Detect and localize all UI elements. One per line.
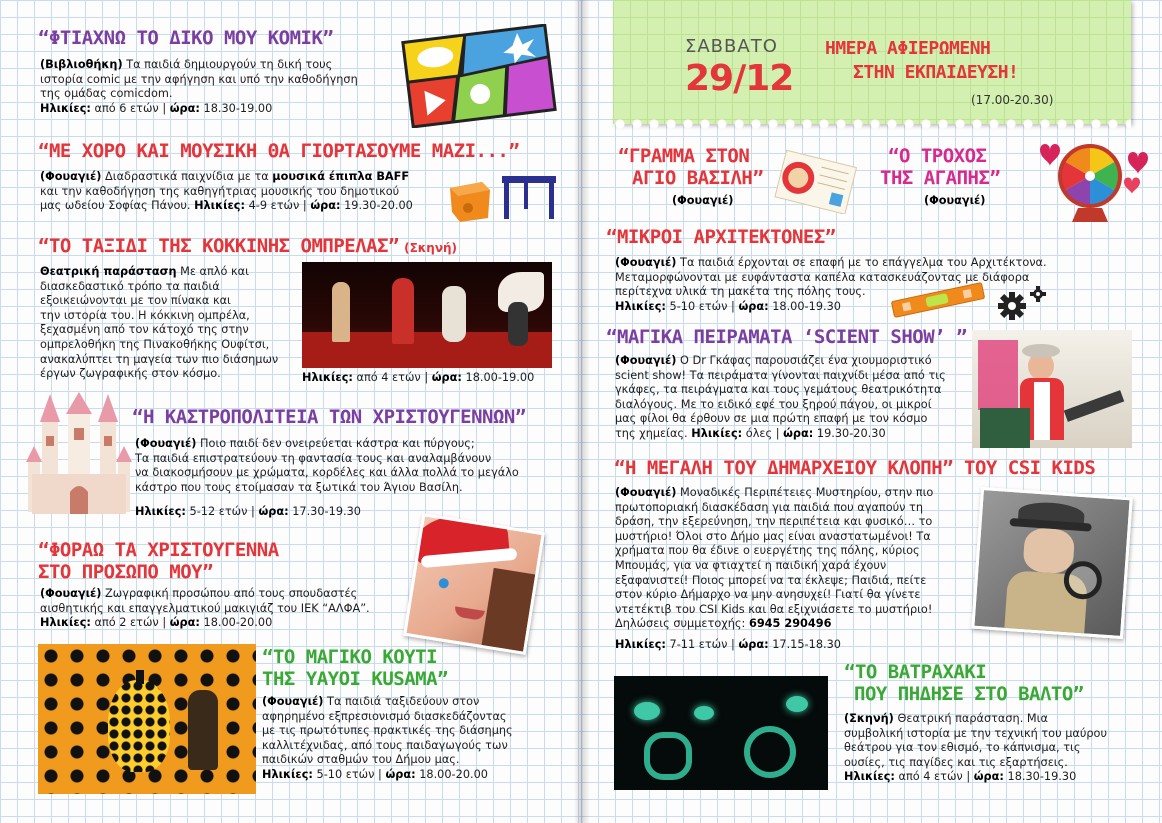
time-value: 17.15-18.30	[768, 637, 841, 651]
time-label: ώρα:	[783, 426, 814, 440]
architects-line: περίτεχνα υλικά τη μακέτα της πόλης τους.	[615, 285, 866, 299]
castle-title: “Η ΚΑΣΤΡΟΠΟΛΙΤΕΙΑ ΤΩΝ ΧΡΙΣΤΟΥΓΕΝΝΩΝ”	[132, 406, 526, 428]
kusama-title-2: ΤΗΣ YAYOI KUSAMA”	[262, 668, 448, 690]
comic-desc	[40, 58, 400, 116]
ages-value: 4-9 ετών |	[245, 199, 311, 213]
ages-label: Ηλικίες:	[302, 371, 353, 384]
time-label: ώρα:	[738, 299, 769, 313]
kusama-desc	[262, 695, 562, 783]
kusama-line: καλλιτέχνιδας, από τους παιδαγωγούς των	[262, 738, 508, 752]
castle-line: κάστρο που τους ετοίμασαν τα ξωτικά του Άγιου Βασίλη.	[135, 480, 463, 494]
comic-place: (Βιβλιοθήκη)	[40, 58, 123, 71]
umbrella-title: “ΤΟ ΤΑΞΙΔΙ ΤΗΣ ΚΟΚΚΙΝΗΣ ΟΜΠΡΕΛΑΣ”	[38, 235, 399, 257]
umbrella-line: εξοικειώνονται με τον πίνακα και	[40, 294, 231, 308]
letter-place	[672, 194, 733, 209]
ages-value: 5-10 ετών |	[665, 299, 739, 313]
face-desc	[40, 587, 420, 631]
science-line: Ο Dr Γκάφας παρουσιάζει ένα χιουμοριστικό	[676, 354, 932, 367]
date-hours: (17.00-20.30)	[971, 93, 1054, 107]
science-last: της χημείας.	[615, 426, 692, 440]
castle-meta	[135, 505, 361, 520]
date-headline-1: ΗΜΕΡΑ ΑΦΙΕΡΩΜΕΝΗ	[825, 38, 991, 59]
frog-line: Θεατρική παράσταση. Μια	[893, 712, 1048, 725]
frog-line: συμβολική ιστορία με την τεχνική του μαύρου	[844, 726, 1108, 740]
ages-value: από 2 ετών |	[90, 616, 170, 630]
csi-line: δράση, την εξερεύνηση, την περιπέτεια και φυσικό… το	[615, 515, 933, 529]
kusama-title-1: “ΤΟ ΜΑΓΙΚΟ ΚΟΥΤΙ	[262, 646, 438, 668]
comic-desc-3: της ομάδας comicdom.	[40, 87, 173, 101]
csi-line: Μπουμάς, για να φτιαχτεί η παιδική χαρά έχουν	[615, 558, 887, 572]
time-label: ώρα:	[310, 199, 341, 213]
spiral-holes	[613, 117, 1131, 131]
book-spine	[574, 0, 590, 823]
time-label: ώρα:	[169, 101, 200, 115]
time-value: 18.00-19.30	[768, 299, 841, 313]
castle-line: Τα παιδιά επιστρατεύουν τη φαντασία τους και αναλαμβάνουν	[135, 451, 492, 465]
detective-photo	[971, 487, 1133, 639]
frog-title-2: ΠΟΥ ΠΗΔΗΣΕ ΣΤΟ ΒΑΛΤΟ”	[854, 683, 1084, 705]
comic-desc-2: ιστορία comic με την αφήγηση και υπό την καθοδήγηση	[40, 72, 358, 86]
umbrella-tag: (Σκηνή)	[404, 241, 458, 255]
csi-line: χρήματα που θα έδινε ο ευεργέτης της πόλης, κύριος	[615, 544, 920, 558]
face-place: (Φουαγιέ)	[40, 587, 102, 600]
dance-desc-2: και την καθοδήγηση της καθηγήτριας μουσικής του δημοτικού	[40, 184, 400, 198]
face-title-2: ΣΤΟ ΠΡΟΣΩΠΟ ΜΟΥ”	[38, 561, 214, 583]
letter-title-2: ΑΓΙΟ ΒΑΣΙΛΗ”	[632, 167, 764, 189]
csi-phone-label: Δηλώσεις συμμετοχής:	[615, 617, 749, 631]
architects-place: (Φουαγιέ)	[615, 256, 677, 269]
ages-label: Ηλικίες:	[844, 770, 895, 784]
time-value: 18.30-19.00	[199, 101, 273, 115]
time-label: ώρα:	[385, 767, 416, 781]
ages-label: Ηλικίες:	[615, 637, 666, 651]
time-value: 18.00-20.00	[415, 767, 488, 781]
face-paint-photo	[403, 513, 545, 655]
comic-desc-1: Τα παιδιά δημιουργούν τη δική τους	[122, 58, 333, 71]
csi-line: πρωτοποριακή διασκέδαση για παιδιά που αγαπούν τη	[615, 500, 924, 514]
date-day: ΣΑΒΒΑΤΟ	[685, 36, 778, 57]
kusama-place: (Φουαγιέ)	[262, 695, 324, 708]
time-label: ώρα:	[431, 371, 462, 384]
castle-icon	[26, 392, 132, 520]
letter-icon	[772, 148, 858, 214]
castle-place: (Φουαγιέ)	[135, 437, 197, 450]
face-desc-1: Ζωγραφική προσώπου από τους σπουδαστές	[101, 587, 358, 600]
ages-value: από 4 ετών |	[352, 371, 432, 384]
csi-phone: 6945 290496	[748, 617, 832, 631]
umbrella-line: ανακαλύπτει τη μαγεία των πιο διάσημων	[40, 352, 279, 366]
face-title-1: “ΦΟΡΑΩ ΤΑ ΧΡΙΣΤΟΥΓΕΝΝΑ	[38, 539, 279, 561]
comic-panels-icon	[398, 24, 560, 128]
umbrella-photo	[302, 262, 552, 368]
time-value: 17.30-19.30	[288, 505, 361, 518]
ages-value: 5-12 ετών |	[185, 505, 259, 518]
ages-value: 5-10 ετών |	[312, 767, 386, 781]
level-and-gears-icon	[888, 282, 1054, 326]
ages-value: 7-11 ετών |	[665, 637, 739, 651]
time-value: 18.00-20.00	[199, 616, 273, 630]
ages-label: Ηλικίες:	[135, 505, 186, 518]
time-value: 18.00-19.00	[461, 371, 535, 384]
face-desc-2: αισθητικής και επαγγελματικού μακιγιάζ του ΙΕΚ “ΑΛΦΑ”.	[40, 601, 370, 615]
frog-line: θεάτρου για τον εθισμό, το κάπνισμα, τις	[844, 741, 1081, 755]
castle-desc	[135, 437, 565, 495]
science-place: (Φουαγιέ)	[615, 354, 677, 367]
kusama-photo	[38, 644, 256, 794]
castle-line: Ποιο παιδί δεν ονειρεύεται κάστρα και πύργους;	[196, 437, 475, 450]
umbrella-heading	[38, 236, 457, 257]
frog-line: ουσίες, τις παγίδες και τις εξαρτήσεις.	[844, 755, 1068, 769]
ages-label: Ηλικίες:	[40, 616, 91, 630]
date-headline-2: ΣΤΗΝ ΕΚΠΑΙΔΕΥΣΗ!	[853, 62, 1019, 83]
architects-line: Μεταμορφώνονται με ευφάνταστα καπέλα κατασκευάζοντας με διάφορα	[615, 270, 1030, 284]
time-label: ώρα:	[738, 637, 769, 651]
science-line: scient show! Τα πειράματα γίνονται παιχνίδι μέσα από τις	[615, 368, 946, 382]
date-card	[613, 0, 1131, 124]
kusama-line: Τα παιδιά ταξιδεύουν στον	[323, 695, 480, 708]
time-value: 18.30-19.30	[1003, 770, 1077, 784]
ages-label: Ηλικίες:	[691, 426, 743, 440]
wheel-place-text: (Φουαγιέ)	[924, 194, 986, 207]
architects-title: “ΜΙΚΡΟΙ ΑΡΧΙΤΕΚΤΟΝΕΣ”	[606, 226, 836, 248]
science-line: διαλόγους. Με το ειδικό εφέ του ξηρού πάγου, οι μικροί	[615, 397, 932, 411]
dance-title: “ΜΕ ΧΟΡΟ ΚΑΙ ΜΟΥΣΙΚΗ ΘΑ ΓΙΟΡΤΑΣΟΥΜΕ ΜΑΖΙ...”	[38, 140, 520, 162]
csi-line: ντετέκτιβ του CSI Kids και θα εξιχνιάσετε το μυστήριο!	[615, 602, 933, 616]
music-furniture-icon	[444, 168, 562, 224]
csi-line: μυστήριο! Όλοι στο Δήμο μας είναι αναστατωμένοι! Τα	[615, 529, 931, 543]
science-line: γκάφες, τα πειράγματα και τους γεμάτους θεατρικότητα	[615, 383, 942, 397]
frog-theater-photo	[614, 676, 828, 790]
frog-place: (Σκηνή)	[844, 712, 894, 725]
dance-desc-3: μας ωδείου Σοφίας Πάνου.	[40, 199, 195, 213]
letter-place-text: (Φουαγιέ)	[672, 194, 734, 207]
time-label: ώρα:	[258, 505, 289, 518]
science-line: μας φίλοι θα έρθουν σε μια πρώτη επαφή με τον κόσμο	[615, 412, 928, 426]
science-title: “ΜΑΓΙΚΑ ΠΕΙΡΑΜΑΤΑ ‘SCIENT SHOW’ ”	[606, 326, 967, 348]
wheel-title-2: ΤΗΣ ΑΓΑΠΗΣ”	[880, 167, 1001, 189]
umbrella-line: διασκεδαστικό τρόπο τα παιδιά	[40, 279, 220, 293]
kusama-line: με τις πρωτότυπες πρακτικές της διάσημης	[262, 724, 513, 738]
umbrella-desc	[40, 265, 310, 382]
csi-desc	[615, 486, 975, 653]
kusama-line: αφηρημένο εξπρεσιονισμό διασκεδάζοντας	[262, 709, 507, 723]
umbrella-line: ξεχασμένη από τον κάτοχό της στην	[40, 323, 249, 337]
time-label: ώρα:	[973, 770, 1004, 784]
wheel-of-love-icon	[1034, 136, 1152, 224]
ages-label: Ηλικίες:	[194, 199, 246, 213]
frog-title-1: “ΤΟ ΒΑΤΡΑΧΑΚΙ	[844, 661, 987, 683]
ages-label: Ηλικίες:	[262, 767, 313, 781]
ages-label: Ηλικίες:	[615, 299, 666, 313]
umbrella-line: την ιστορία του. Η κόκκινη ομπρέλα,	[40, 308, 250, 322]
time-value: 19.30-20.00	[340, 199, 413, 213]
ages-value: από 4 ετών |	[894, 770, 974, 784]
ages-value: από 6 ετών |	[90, 101, 170, 115]
comic-title: “ΦΤΙΑΧΝΩ ΤΟ ΔΙΚΟ ΜΟΥ ΚΟΜΙΚ”	[38, 27, 334, 49]
frog-desc	[844, 712, 1144, 785]
letter-title-1: “ΓΡΑΜΜΑ ΣΤΟΝ	[618, 145, 750, 167]
wheel-title-1: “Ο ΤΡΟΧΟΣ	[888, 145, 987, 167]
umbrella-line: ομπρελοθήκη της Πινακοθήκης Ουφίτσι,	[40, 337, 270, 351]
csi-line: στον κύριο Δήμαρχο να μην ανησυχεί! Γιατί θα γίνετε	[615, 588, 921, 602]
ages-label: Ηλικίες:	[40, 101, 91, 115]
umbrella-lead: Θεατρική παράσταση	[40, 265, 177, 278]
ages-value: όλες |	[742, 426, 784, 440]
time-value: 19.30-20.30	[813, 426, 886, 440]
time-label: ώρα:	[169, 616, 200, 630]
csi-line: εξαφανιστεί! Ποιος μπορεί να τα έκλεψε; Παιδιά, πείτε	[615, 573, 927, 587]
dance-desc-bold: μουσικά έπιπλα BAFF	[272, 170, 410, 183]
date-number: 29/12	[685, 58, 794, 99]
castle-line: να διακοσμήσουν με χρώματα, κορδέλες και άλλα πολλά το μεγάλο	[135, 466, 519, 480]
dance-desc-1: Διαδραστικά παιχνίδια με τα	[101, 170, 273, 183]
kusama-line: παιδικών σταθμών του Δήμου μας.	[262, 753, 460, 767]
umbrella-line: έργων ζωγραφικής στον κόσμο.	[40, 367, 221, 381]
architects-line: Τα παιδιά έρχονται σε επαφή με το επάγγελμα του Αρχιτέκτονα.	[676, 256, 1047, 269]
dance-place: (Φουαγιέ)	[40, 170, 102, 183]
dance-desc	[40, 170, 470, 214]
csi-title: “Η ΜΕΓΑΛΗ ΤΟΥ ΔΗΜΑΡΧΕΙΟΥ ΚΛΟΠΗ” ΤΟΥ CSI KIDS	[614, 457, 1096, 479]
science-desc	[615, 354, 975, 442]
science-show-photo	[972, 330, 1132, 448]
csi-line: Μοναδικές Περιπέτειες Μυστηρίου, στην πιο	[676, 486, 934, 499]
csi-place: (Φουαγιέ)	[615, 486, 677, 499]
umbrella-meta	[302, 371, 534, 386]
wheel-place	[924, 194, 985, 209]
umbrella-line: Με απλό και	[176, 265, 249, 278]
